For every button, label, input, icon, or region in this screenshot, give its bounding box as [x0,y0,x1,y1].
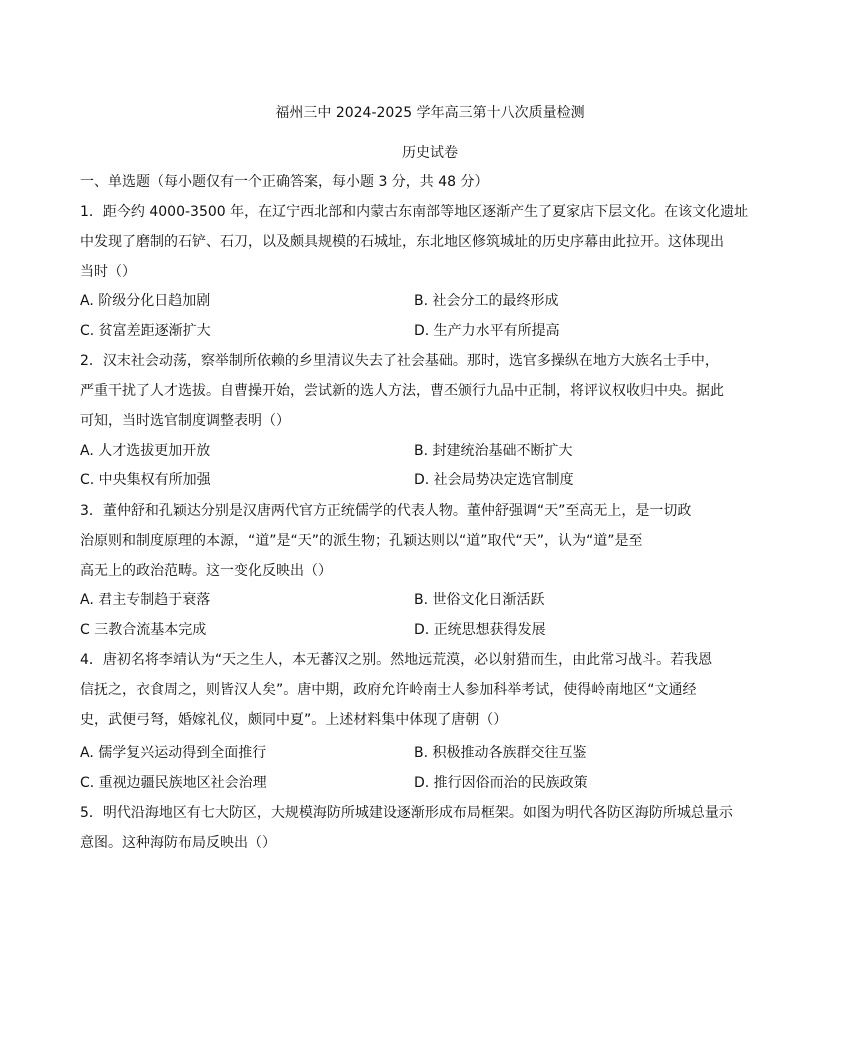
exam-title: 福州三中 2024-2025 学年高三第十八次质量检测 [275,105,585,121]
option-b[interactable]: B. 社会分工的最终形成 [414,293,559,309]
question-text-line: 高无上的政治范畴。这一变化反映出（） [80,563,332,579]
question-text-line: 5．明代沿海地区有七大防区，大规模海防所城建设逐渐形成布局框架。如图为明代各防区海防所城总量示 [80,805,733,821]
question-text-line: 可知，当时选官制度调整表明（） [80,413,290,429]
option-a[interactable]: A. 君主专制趋于衰落 [80,592,211,608]
question-text-line: 严重干扰了人才选拔。自曹操开始，尝试新的选人方法，曹丕颁行九品中正制，将评议权收归中央。据此 [80,383,724,399]
option-a[interactable]: A. 人才选拔更加开放 [80,443,211,459]
question-text-line: 2．汉末社会动荡，察举制所依赖的乡里清议失去了社会基础。那时，选官多操纵在地方大族名士手中， [80,353,719,369]
option-c[interactable]: C. 重视边疆民族地区社会治理 [80,775,267,791]
question-text-line: 史，武便弓弩，婚嫁礼仪，颇同中夏”。上述材料集中体现了唐朝（） [80,712,508,728]
exam-subtitle: 历史试卷 [402,145,458,161]
option-b[interactable]: B. 积极推动各族群交往互鉴 [414,745,587,761]
option-d[interactable]: D. 生产力水平有所提高 [414,323,560,339]
option-c[interactable]: C. 中央集权有所加强 [80,472,211,488]
option-a[interactable]: A. 阶级分化日趋加剧 [80,293,211,309]
option-c[interactable]: C. 贫富差距逐渐扩大 [80,323,211,339]
question-text-line: 3．董仲舒和孔颖达分别是汉唐两代官方正统儒学的代表人物。董仲舒强调“天”至高无上，是一切政 [80,503,692,519]
option-c[interactable]: C 三教合流基本完成 [80,622,207,638]
question-text-line: 中发现了磨制的石铲、石刀，以及颇具规模的石城址，东北地区修筑城址的历史序幕由此拉开。这体现出 [80,234,724,250]
option-b[interactable]: B. 封建统治基础不断扩大 [414,443,573,459]
option-b[interactable]: B. 世俗文化日渐活跃 [414,592,545,608]
option-d[interactable]: D. 推行因俗而治的民族政策 [414,775,588,791]
question-text-line: 4．唐初名将李靖认为“天之生人，本无蕃汉之别。然地远荒漠，必以射猎而生，由此常习战斗。若我恩 [80,652,713,668]
section-heading: 一、单选题（每小题仅有一个正确答案，每小题 3 分，共 48 分） [80,174,489,190]
option-a[interactable]: A. 儒学复兴运动得到全面推行 [80,745,267,761]
question-text-line: 信抚之，衣食周之，则皆汉人矣”。唐中期，政府允许岭南士人参加科举考试，使得岭南地区“文通经 [80,682,697,698]
option-d[interactable]: D. 正统思想获得发展 [414,622,546,638]
question-text-line: 意图。这种海防布局反映出（） [80,835,276,851]
question-text-line: 治原则和制度原理的本源，“道”是“天”的派生物；孔颖达则以“道”取代“天”，认为“道”是至 [80,533,643,549]
question-text-line: 当时（） [80,264,136,280]
option-d[interactable]: D. 社会局势决定选官制度 [414,472,574,488]
question-text-line: 1．距今约 4000-3500 年，在辽宁西北部和内蒙古东南部等地区逐渐产生了夏家店下层文化。在该文化遗址 [80,204,749,220]
